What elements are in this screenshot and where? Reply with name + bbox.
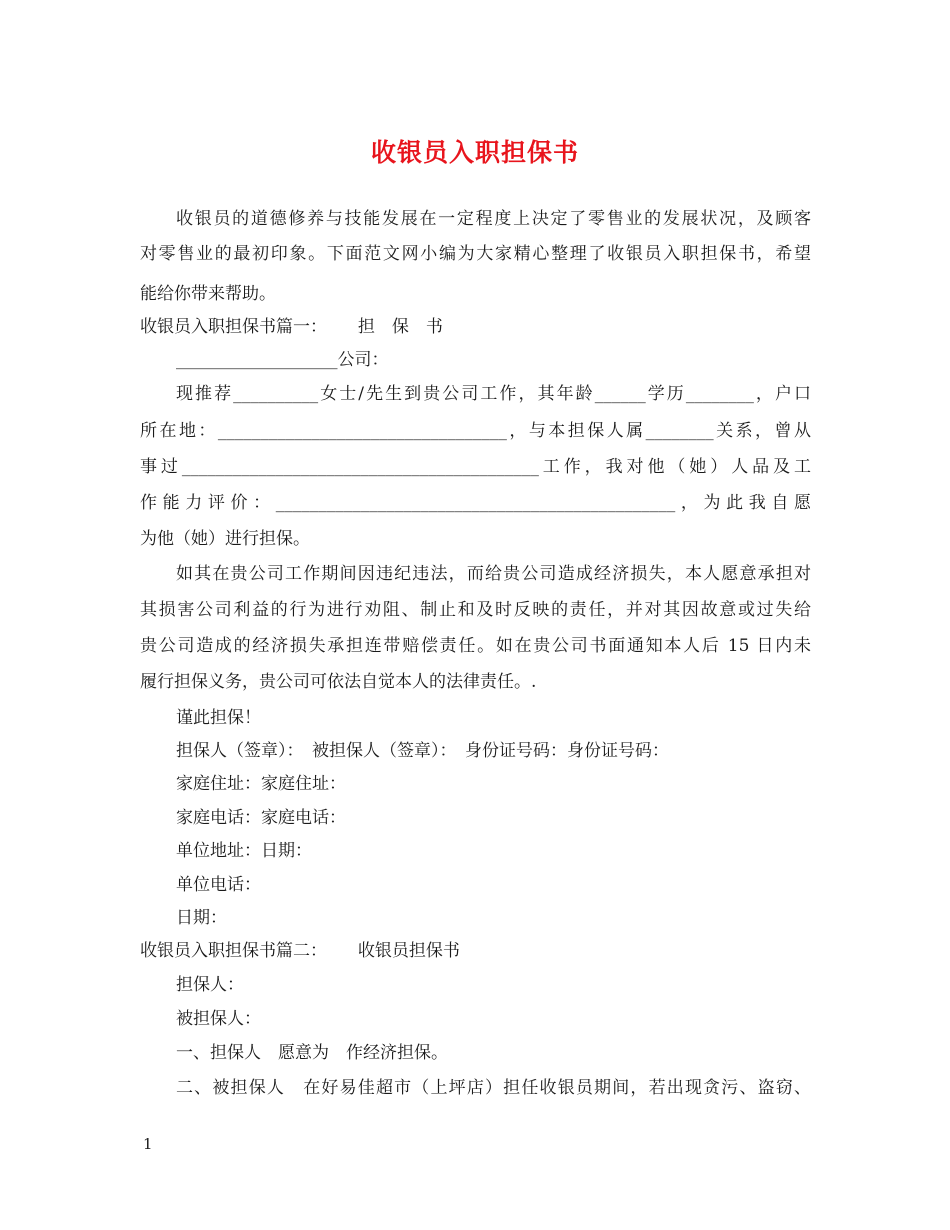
signature-line: 担保人（签章）： 被担保人（签章）： 身份证号码：身份证号码： — [176, 741, 669, 761]
body-line: 谨此担保！ — [176, 708, 261, 728]
form-field-line: 被担保人： — [176, 1009, 261, 1029]
body-line: 能给你带来帮助。 — [140, 284, 276, 304]
page-number: 1 — [143, 1135, 153, 1153]
section-heading: 收银员入职担保书篇二： 收银员担保书 — [140, 941, 460, 961]
form-field-line: 家庭住址：家庭住址： — [176, 774, 346, 794]
body-line: 如其在贵公司工作期间因违纪违法，而给贵公司造成经济损失，本人愿意承担对 — [176, 564, 811, 584]
form-field-line: 家庭电话：家庭电话： — [176, 808, 346, 828]
body-line: 其损害公司利益的行为进行劝阻、制止和及时反映的责任，并对其因故意或过失给 — [140, 600, 811, 620]
body-line: ___________________公司： — [176, 350, 389, 370]
body-line: 为他（她）进行担保。 — [140, 529, 310, 549]
body-line: 贵公司造成的经济损失承担连带赔偿责任。如在贵公司书面通知本人后 15 日内未 — [140, 636, 811, 656]
body-line: 一、担保人 愿意为 作经济担保。 — [176, 1043, 448, 1063]
body-line: 二、被担保人 在好易佳超市（上坪店）担任收银员期间，若出现贪污、盗窃、 — [176, 1078, 811, 1098]
document-title: 收银员入职担保书 — [370, 138, 579, 167]
body-line: 所在地：__________________________________，与本担保人属________关系，曾从 — [140, 421, 811, 441]
section-heading: 收银员入职担保书篇一： 担 保 书 — [140, 317, 443, 337]
form-field-line: 日期： — [176, 908, 227, 928]
body-line: 事过__________________________________________工作，我对他（她）人品及工 — [140, 457, 811, 477]
form-field-line: 单位电话： — [176, 875, 261, 895]
form-field-line: 担保人： — [176, 975, 244, 995]
form-field-line: 单位地址：日期： — [176, 841, 312, 861]
body-line: 对零售业的最初印象。下面范文网小编为大家精心整理了收银员入职担保书，希望 — [140, 244, 811, 264]
body-line: 履行担保义务，贵公司可依法自觉本人的法律责任。. — [140, 672, 537, 692]
body-line: 作能力评价：_______________________________________________，为此我自愿 — [140, 493, 811, 513]
body-line: 收银员的道德修养与技能发展在一定程度上决定了零售业的发展状况，及顾客 — [176, 209, 811, 229]
body-line: 现推荐__________女士/先生到贵公司工作，其年龄______学历________，户口 — [176, 384, 811, 404]
